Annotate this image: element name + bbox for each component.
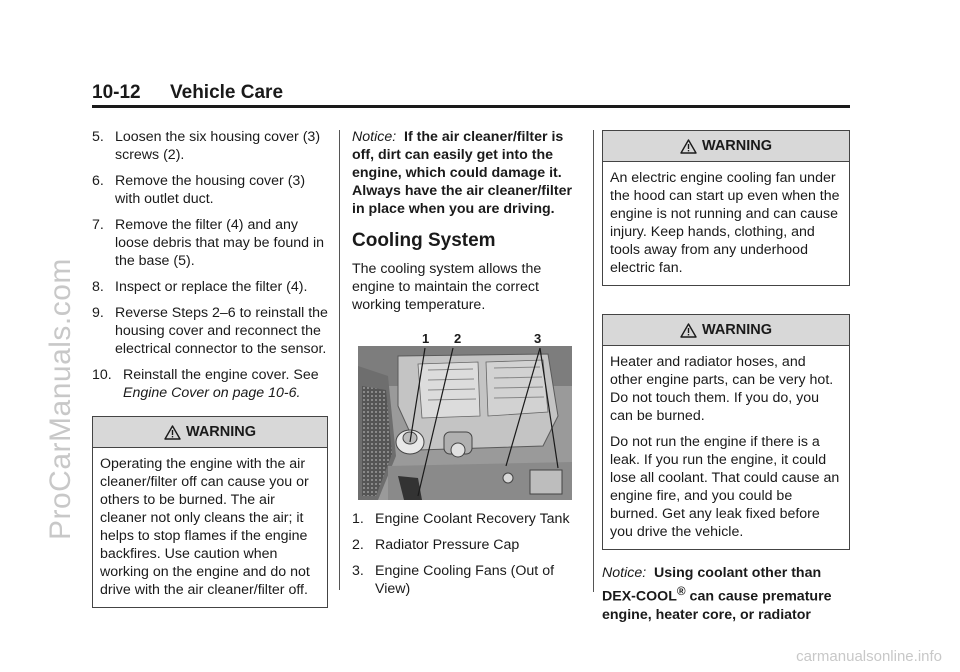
column-3 [602,128,850,634]
warning-box-hot-hoses [602,314,850,550]
warning-title: WARNING [185,424,257,440]
warning-paragraph: Heater and radiator hoses, and other engine parts, can be very hot. Do not touch them. If you do, you can be burned. [610,354,834,424]
warning-triangle-icon [680,139,697,154]
warning-triangle-icon [164,425,181,440]
callout-1: 1 [422,331,430,346]
caption-item: 1. Engine Coolant Recovery Tank [352,511,570,527]
warning-paragraph: An electric engine cooling fan under the hood can start up even when the engine is not running and can cause injury. Keep hands, clothing, and tools away from any underhood electric fan. [610,170,840,276]
caption-item: 3. Engine Cooling Fans (Out of View) [352,563,555,597]
warning-header [603,131,849,162]
warning-header [93,417,327,448]
warning-paragraph: Do not run the engine if there is a leak. If you run the engine, it could lose all coolant. That could cause an engine fire, and you could be burned. Get any leak fixed before you drive the vehicle. [610,434,840,540]
callout-2: 2 [454,331,462,346]
column-divider-2 [593,130,594,592]
warning-body [93,448,327,607]
side-watermark [0,0,77,672]
side-watermark-text: ProCarManuals.com [44,258,77,540]
step-item: 9. Reverse Steps 2–6 to reinstall the housing cover and reconnect the electrical connector to the sensor. [92,305,328,357]
page-number: 10-12 [92,82,141,103]
step-item: 8. Inspect or replace the filter (4). [92,279,308,295]
warning-title: WARNING [701,322,773,338]
cooling-system-heading: Cooling System [352,230,496,251]
figure-captions [352,510,584,598]
warning-body [603,346,849,549]
notice-coolant: Notice: Using coolant other than DEX-COOL® can cause premature engine, heater core, or radiator [602,565,832,623]
warning-header [603,315,849,346]
step-item: 7. Remove the filter (4) and any loose debris that may be found in the base (5). [92,217,325,269]
step-item: 5. Loosen the six housing cover (3) screws (2). [92,129,321,163]
callout-3: 3 [534,331,542,346]
warning-box-cooling-fan [602,130,850,286]
notice-air-cleaner: Notice: If the air cleaner/filter is off, dirt can easily get into the engine, which could damage it. Always have the air cleaner/filter in place when you are driving. [352,129,573,217]
warning-body [603,162,849,285]
column-2 [352,128,584,606]
warning-paragraph: Operating the engine with the air cleaner/filter off can cause you or others to be burned. The air cleaner not only cleans the air; it helps to stop flames if the engine backfires. Use caution when working on the engine and do not drive with the air cleaner/filter off. [100,456,310,598]
section-title-header: Vehicle Care [170,82,284,103]
warning-title: WARNING [701,138,773,154]
step-item: 10. Reinstall the engine cover. See Engine Cover on page 10-6. [92,367,319,401]
step-item: 6. Remove the housing cover (3) with outlet duct. [92,173,306,207]
procedure-steps [92,128,328,402]
header-rule [92,105,850,108]
warning-box-air-cleaner [92,416,328,608]
engine-figure [358,330,572,500]
cooling-system-intro: The cooling system allows the engine to maintain the correct working temperature. [352,261,542,313]
engine-cover-link[interactable]: Engine Cover on page 10-6. [123,385,301,401]
engine-bay-illustration [358,346,572,500]
bottom-watermark: carmanualsonline.info [796,648,942,665]
caption-item: 2. Radiator Pressure Cap [352,537,520,553]
column-divider-1 [339,130,340,590]
page-header [92,82,850,106]
warning-triangle-icon [680,323,697,338]
column-1 [92,128,328,608]
